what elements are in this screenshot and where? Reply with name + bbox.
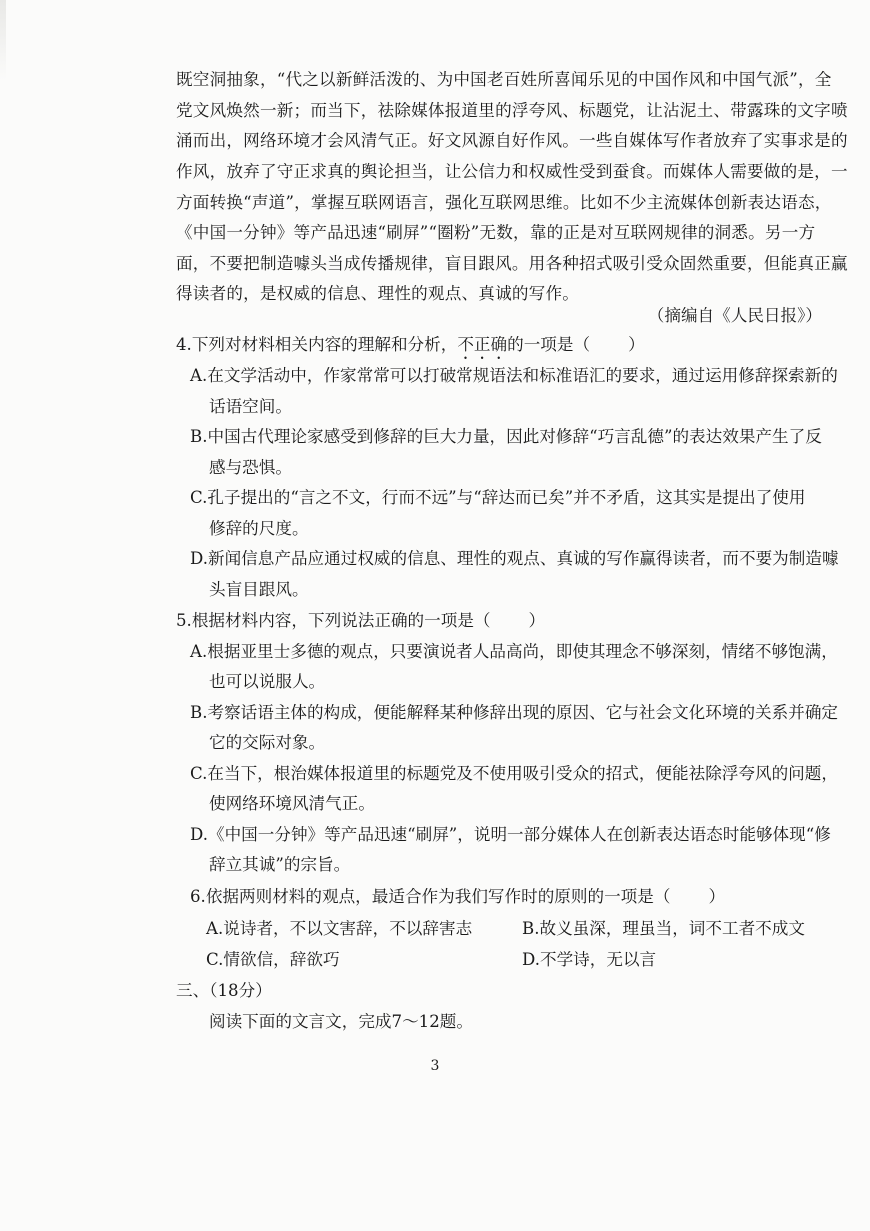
- q5-stem: 5.根据材料内容，下列说法正确的一项是（: [176, 611, 491, 630]
- passage-line: 《中国一分钟》等产品迅速“刷屏”“圈粉”无数，靠的正是对互联网规律的洞悉。另一方: [176, 223, 816, 242]
- question-5-stem: [176, 609, 545, 633]
- q4-stem-emphasis: 不正确: [457, 335, 508, 354]
- q5-option-a-line2: 也可以说服人。: [209, 672, 326, 691]
- q6-stem: 6.依据两则材料的观点，最适合作为我们写作时的原则的一项是（: [190, 887, 671, 906]
- passage-line: 涌而出，网络环境才会风清气正。好文风源自好作风。一些自媒体写作者放弃了实事求是的: [176, 131, 848, 150]
- q5-option-b-line2: 它的交际对象。: [209, 733, 326, 752]
- q5-option-d-line2: 辞立其诚”的宗旨。: [209, 855, 351, 874]
- question-6-stem: [190, 885, 725, 909]
- scan-edge-shadow: [0, 0, 6, 80]
- passage-line: 方面转换“声道”，掌握互联网语言，强化互联网思维。比如不少主流媒体创新表达语态，: [176, 193, 832, 212]
- q4-option-a-line1: A.在文学活动中，作家常常可以打破常规语法和标准语汇的要求，通过运用修辞探索新的: [190, 366, 838, 385]
- q5-option-a-line1: A.根据亚里士多德的观点，只要演说者人品高尚，即使其理念不够深刻，情绪不够饱满，: [190, 642, 838, 661]
- page-number: 3: [430, 1058, 440, 1074]
- q5-stem-close: ）: [528, 611, 546, 630]
- q4-option-d-line1: D.新闻信息产品应通过权威的信息、理性的观点、真诚的写作赢得读者，而不要为制造噱: [190, 549, 839, 568]
- q4-option-c-line2: 修辞的尺度。: [209, 519, 309, 538]
- q4-option-b-line1: B.中国古代理论家感受到修辞的巨大力量，因此对修辞“巧言乱德”的表达效果产生了反: [190, 427, 822, 446]
- passage-line: 党文风焕然一新；而当下，祛除媒体报道里的浮夸风、标题党，让沾泥土、带露珠的文字喷: [176, 101, 848, 120]
- q4-option-c-line1: C.孔子提出的“言之不文，行而不远”与“辞达而已矣”并不矛盾，这其实是提出了使用: [190, 488, 806, 507]
- section-3-heading: 三、（18分）: [176, 981, 272, 1000]
- q5-option-b-line1: B.考察话语主体的构成，便能解释某种修辞出现的原因、它与社会文化环境的关系并确定: [190, 703, 839, 722]
- passage-line: 既空洞抽象，“代之以新鲜活泼的、为中国老百姓所喜闻乐见的中国作风和中国气派”，全: [176, 70, 832, 89]
- q5-option-c-line2: 使网络环境风清气正。: [209, 794, 375, 813]
- q4-option-b-line2: 感与恐惧。: [209, 458, 292, 477]
- q5-option-d-line1: D.《中国一分钟》等产品迅速“刷屏”，说明一部分媒体人在创新表达语态时能够体现“修: [190, 825, 831, 844]
- q6-option-b: B.故义虽深，理虽当，词不工者不成文: [522, 919, 805, 938]
- q4-stem-before: 4.下列对材料相关内容的理解和分析，: [176, 335, 458, 354]
- section-3-instruction: 阅读下面的文言文，完成7～12题。: [209, 1012, 473, 1031]
- passage-source: （摘编自《人民日报》）: [647, 306, 822, 325]
- passage-line: 作风，放弃了守正求真的舆论担当，让公信力和权威性受到蚕食。而媒体人需要做的是，一: [176, 162, 848, 181]
- q6-option-a: A.说诗者，不以文害辞，不以辞害志: [206, 919, 473, 938]
- q4-option-d-line2: 头盲目跟风。: [209, 580, 309, 599]
- question-4-stem: [176, 333, 645, 363]
- passage-line: 得读者的，是权威的信息、理性的观点、真诚的写作。: [176, 284, 580, 303]
- q6-option-c: C.情欲信，辞欲巧: [206, 950, 340, 969]
- passage-line: 面，不要把制造噱头当成传播规律，盲目跟风。用各种招式吸引受众固然重要，但能真正赢: [176, 254, 848, 273]
- q4-stem-after: 的一项是（: [507, 335, 591, 354]
- q4-option-a-line2: 话语空间。: [209, 397, 292, 416]
- q5-option-c-line1: C.在当下，根治媒体报道里的标题党及不使用吸引受众的招式，便能祛除浮夸风的问题，: [190, 764, 838, 783]
- q4-stem-close: ）: [628, 335, 645, 354]
- q6-option-d: D.不学诗，无以言: [522, 950, 657, 969]
- q6-stem-close: ）: [708, 887, 726, 906]
